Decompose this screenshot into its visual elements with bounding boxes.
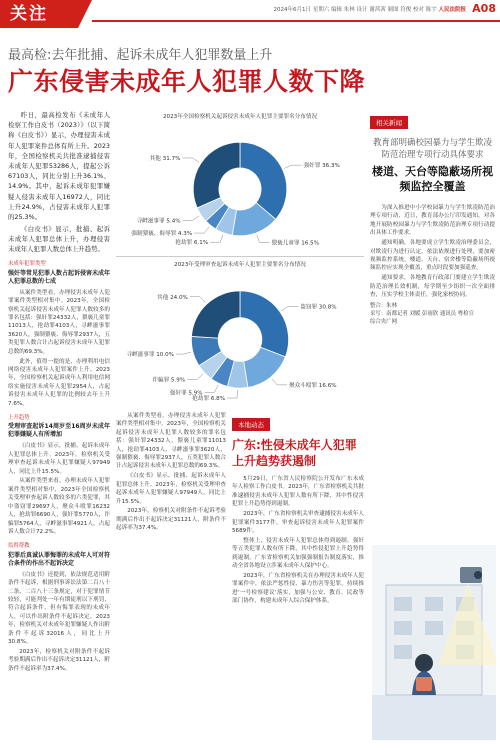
slice-label: 猥亵儿童罪 16.5% xyxy=(271,240,320,247)
sidebar-body xyxy=(370,204,495,299)
slice-leader-line xyxy=(257,235,270,243)
section-heading: 受理审查起诉14周岁至16周岁未成年犯罪嫌疑人有所增加 xyxy=(8,423,110,439)
lead-text xyxy=(8,110,110,254)
left-column xyxy=(8,110,110,675)
section-label: 上升趋势 xyxy=(8,414,30,421)
chart-1 xyxy=(116,112,364,252)
section-label: 未成年犯罪类型 xyxy=(8,261,46,268)
slice-label: 诈骗罪 5.9% xyxy=(152,377,186,384)
slice-label: 强制猥亵、侮辱罪 4.3% xyxy=(131,231,193,238)
slice-label: 聚众斗殴罪 16.6% xyxy=(289,382,337,389)
slice-label: 其他 24.0% xyxy=(157,294,188,301)
byline xyxy=(370,302,495,326)
slice-label: 寻衅滋事罪 10.0% xyxy=(126,352,174,359)
slice-label: 抢劫罪 6.1% xyxy=(175,240,209,247)
slice-label: 盗窃罪 30.8% xyxy=(300,304,337,311)
section-heading: 犯罪后真诚认罪悔罪的未成年人可对符合条件的作出不起诉决定 xyxy=(8,551,111,567)
illustration-graphic xyxy=(372,545,496,740)
section-tag: 关注 xyxy=(0,0,78,28)
story-tag: 本地动态 xyxy=(232,418,270,431)
slice-leader-line xyxy=(190,297,205,303)
slice-leader-line xyxy=(272,379,287,385)
slice-label: 强奸罪 5.9% xyxy=(169,390,203,397)
chart-title: 2023年受理审查起诉未成年人犯罪主要罪名分布情况 xyxy=(174,262,306,268)
story-paragraph: 整体上，侵害未成年人犯罪总体得到遏制。强奸等五类犯罪人数有所下降，其中性侵犯罪上升趋势得到遏制。广东省检察机关加强强制报告制度落实，推动全省各地设立涉案未成年人保护中心。 xyxy=(232,537,364,570)
lead-paragraph: 《白皮书》显示，批捕、起诉未成年人犯罪总体上升，办理侵害未成年人犯罪人数总体上升趋势。 xyxy=(8,224,110,254)
article-headline: 广东侵害未成年人犯罪人数下降 xyxy=(8,67,366,96)
pie-slice xyxy=(191,291,240,338)
story-paragraph: 5月29日，广东省人民检察院公开发布广东未成年人检察工作白皮书。2023年，广东省检察机关共批准逮捕侵害未成年人犯罪人数有所下降，其中性侵害犯罪上升趋势得到遏制。 xyxy=(232,476,364,508)
body-paragraph: 《白皮书》还提到，依法规范适用附条件不起诉，根据刑事诉讼法第二百八十二条、二百八十三条规定，对于犯罪情节较轻，可能判处一年有期徒刑以下刑罚，符合起诉条件，但有悔罪表现的未成年人，可以作出附条件不起诉决定。2023年，检察机关对未成年犯罪嫌疑人作出附条件不起诉32016人，同比上升30.8%。 xyxy=(8,571,110,645)
edition-name: 人民法院报 xyxy=(438,7,466,13)
lead-paragraph: 昨日，最高检发布《未成年人检察工作白皮书（2023）》（以下简称《白皮书》）显示，办理侵害未成年人犯罪案件总体有所上升。2023年，全国检察机关共批准逮捕侵害未成年人犯罪53286人，提起公诉67103人，同比分别上升36.1%、14.9%。其中，起诉未成年犯罪嫌疑人侵害未成年人16972人，同比上升24.9%，占侵害未成年人犯罪的25.3%。 xyxy=(8,111,110,222)
body-paragraph: 此外，值得一提的是，办理利用电信网络侵害未成年人犯罪案件上升。2023年，全国检察机关起诉成年人利用电信网络实施侵害未成年人犯罪2954人，占起诉侵害未成年人犯罪的比例较去年上升7.6%。 xyxy=(8,358,110,407)
slice-leader-line xyxy=(187,374,203,379)
chart-title: 2023年全国检察机关起诉侵害未成年人犯罪主要罪名分布情况 xyxy=(162,114,318,120)
story-paragraph: 2023年，广东省检察机关审查逮捕侵害未成年人犯罪案件3177件，审查起诉侵害未成年人犯罪案件5689件。 xyxy=(232,511,364,534)
slice-leader-line xyxy=(284,165,301,168)
related-news-sidebar xyxy=(370,110,495,326)
body-paragraph: 2023年，检察机关对附条件不起诉考验期满后作出不起诉决定31121人，附条件不起诉率为37.4%。 xyxy=(8,648,110,672)
sidebar-kicker: 教育部明确校园暴力与学生欺凌防范治理专项行动具体要求 xyxy=(372,138,492,160)
pie-chart-2 xyxy=(116,270,364,405)
sidebar-paragraph: 通知要求，各地教育行政部门要建立学生欺凌防范治理长效机制，每学期至少组织一次全面排查，压实学校主体责任，强化家校协同。 xyxy=(370,275,495,299)
body-paragraph: 《白皮书》显示，批捕、起诉未成年人犯罪总体上升。2023年，检察机关受理审查起诉未成年人犯罪嫌疑人97949人，同比上升15.5%。 xyxy=(8,443,110,475)
slice-label: 寻衅滋事罪 5.4% xyxy=(136,218,181,225)
body-paragraph: 2023年，检察机关对附条件不起诉考验期满后作出不起诉决定31121人，附条件不起诉率为37.4%。 xyxy=(116,508,226,532)
pie-slice xyxy=(193,142,240,208)
body-paragraph: 《白皮书》显示，批捕、起诉未成年人犯罪总体上升。2023年，检察机关受理审查起诉未成年人犯罪嫌疑人97949人，同比上升15.5%。 xyxy=(116,473,226,505)
chart-2 xyxy=(116,260,364,405)
section-heading: 强奸等常见犯罪人数占起诉侵害未成年人犯罪总数的七成 xyxy=(8,269,111,285)
sidebar-paragraph: 通知明确，各地要成立学生欺凌治理委员会，对欺凌行为进行认定，依法依规进行处理，要加密视频监控系统，楼道、天台、宿舍楼等隐蔽场所视频监控应实现全覆盖，重点时段要加强巡查。 xyxy=(370,240,495,272)
school-illustration xyxy=(372,545,496,740)
slice-leader-line xyxy=(205,385,218,392)
local-story xyxy=(232,412,364,607)
pie-slice xyxy=(240,142,287,219)
article-subtitle: 最高检:去年批捕、起诉未成年人犯罪数量上升 xyxy=(8,48,273,63)
story-paragraph: 2023年，广东省检察机关在办理侵害未成年人犯罪案件中，依法严惩性侵、暴力伤害等犯罪，持续推进‘一号检察建议’落实，加强与公安、教育、民政等部门协作，构建未成年人综合保护体系。 xyxy=(232,572,364,605)
slice-leader-line xyxy=(182,158,199,162)
sidebar-title: 楼道、天台等隐蔽场所视频监控全覆盖 xyxy=(372,165,493,193)
masthead-rule xyxy=(92,20,500,22)
slice-leader-line xyxy=(176,352,191,354)
slice-leader-line xyxy=(227,390,237,398)
slice-leader-line xyxy=(194,227,209,233)
section-label: 监督帮教 xyxy=(8,543,30,550)
pie-slice xyxy=(240,291,289,357)
masthead xyxy=(0,0,500,28)
middle-column xyxy=(116,412,226,534)
dateline-text: 2024年6月1日 星期六 编辑 朱林 设计 谢茜茜 制图 符俊 校对 陈宇 xyxy=(273,7,437,13)
slice-label: 其他 31.7% xyxy=(149,155,181,162)
slice-leader-line xyxy=(210,235,223,242)
slice-label: 强奸罪 36.3% xyxy=(303,163,340,170)
section-tag-tail xyxy=(78,0,92,28)
slice-leader-line xyxy=(183,216,200,220)
body-paragraph: 从案件类型看，办理侵害未成年人犯罪案件类型相对集中。2023年，全国检察机关起诉侵害未成年人犯罪人数较多的罪名包括：强奸罪24332人，猥亵儿童罪11013人，抢劫罪4103人，寻衅滋事罪3620人，强制猥亵、侮辱罪2937人，五类犯罪人数合计占起诉侵害未成年人犯罪总数的69.3%。 xyxy=(8,289,110,355)
divider xyxy=(116,256,364,257)
byline-line: 综合央广网 xyxy=(370,319,397,326)
story-body xyxy=(232,475,364,606)
sidebar-paragraph: 为深入推进中小学校园暴力与学生欺凌防范治理专项行动，近日，教育部办公厅印发通知，对各地开展防校园暴力与学生欺凌防范治理专项行动提出具体工作要求。 xyxy=(370,205,495,237)
slice-label: 抢劫罪 6.8% xyxy=(192,396,226,403)
byline-line: 整合：朱林 xyxy=(370,303,397,310)
dateline xyxy=(274,5,467,13)
sidebar-tag: 相关新闻 xyxy=(370,116,408,129)
body-paragraph: 从案件类型来看，办理未成年人犯罪案件类型相对集中，2023年全国检察机关受理审查起诉人数较多的六类犯罪，其中盗窃罪29697人，聚众斗殴罪16232人，抢劫罪6690人，强奸罪5770人，诈骗罪5764人，寻衅滋事罪4921人，占起诉人数合计72.2%。 xyxy=(8,478,110,535)
story-title: 广东:性侵未成年人犯罪上升趋势获遏制 xyxy=(232,438,357,468)
byline-line: 采写：南都记者 刘媛 彭雨欣 通讯员 粤检宣 xyxy=(370,311,474,318)
slice-leader-line xyxy=(282,306,299,311)
pie-chart-1 xyxy=(116,122,364,252)
page-number: A08 xyxy=(472,2,496,15)
body-paragraph: 从案件类型看，办理侵害未成年人犯罪案件类型相对集中。2023年，全国检察机关起诉侵害未成年人犯罪人数较多的罪名包括：强奸罪24332人，猥亵儿童罪11013人，抢劫罪4103人，寻衅滋事罪3620人，强制猥亵、侮辱罪2937人，五类犯罪人数合计占起诉侵害未成年人犯罪总数的69.3%。 xyxy=(116,413,226,470)
